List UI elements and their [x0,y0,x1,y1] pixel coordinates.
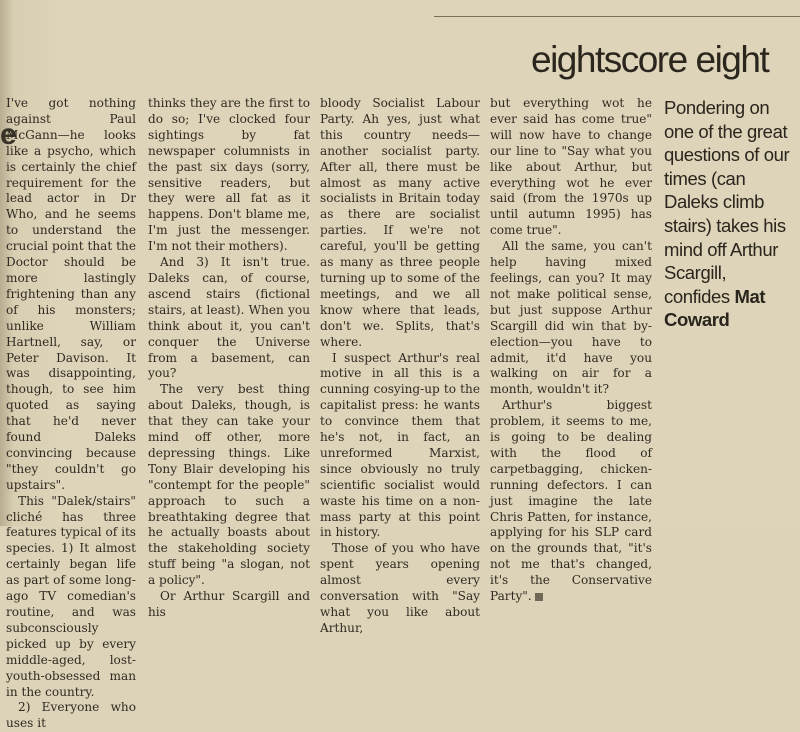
standfirst [664,96,790,332]
paragraph: thinks they are the first to do so; I've clocked four sightings by fat newspaper columnists in the past six days (sorry, sensitive readers, but they were all fat as it happens. Don't blame me, I'm just the messenger. I'm not their mothers). [148,96,310,254]
section-title: eightscore eight [531,38,769,80]
paragraph [490,398,652,605]
article-column-1 [6,96,136,732]
article-column-2 [148,96,310,621]
paragraph: 2) Everyone who uses it [6,700,136,731]
paragraph: I've got nothing against Paul McGann—he looks like a psycho, which is certainly the chief requirement for the lead actor in Dr Who, and he seems to understand the crucial point that the Doctor should be more lastingly frightening than any of his monsters; unlike William Hartnell, say, or Peter Davison. It was disappointing, though, to see him quoted as saying that he'd never found Daleks convincing because "they couldn't go upstairs". [6,96,136,492]
article-column-3 [320,96,480,637]
paragraph: Those of you who have spent years opening almost every conversation with "Say what you like about Arthur, [320,541,480,635]
header-rule [434,16,800,17]
paragraph: All the same, you can't help having mixed feelings, can you? It may not make political sense, but just suppose Arthur Scargill did win that by-election—you have to admit, it'd have you walking on air for a month, wouldn't it? [490,239,652,397]
paragraph-text: Arthur's biggest problem, it seems to me, is going to be dealing with the flood of carpetbagging, chicken-running defectors. I can just imagine the late Chris Patten, for instance, applying for his SLP card on the grounds that, "it's not me that's changed, it's the Conservative Party". [490,398,652,604]
paragraph: This "Dalek/stairs" cliché has three features typical of its species. 1) It almost certainly began life as part of some long-ago TV comedian's routine, and was subconsciously picked up by every middle-aged, lost-youth-obsessed man in the country. [6,493,137,699]
gutter-letter: e [0,118,17,151]
standfirst-text: Pondering on one of the great questions of our times (can Daleks climb stairs) takes his mind off Arthur Scargill, confides [664,97,790,307]
paragraph: bloody Socialist Labour Party. Ah yes, just what this country needs—another socialist party. After all, there must be almost as many active socialists in Britain today as there are socialist parties. If we're not careful, you'll be getting as many as three people turning up to some of the meetings, and we all know where that leads, don't we. Splits, that's where. [320,96,480,349]
paragraph: The very best thing about Daleks, though, is that they can take your mind off other, more depressing things. Like Tony Blair developing his "contempt for the people" approach to such a breathtaking degree that he actually boasts about the stakeholding society stuff being "a slogan, not a policy". [148,382,310,588]
author-byline: Mat Coward [664,285,766,331]
paragraph: I suspect Arthur's real motive in all this is a cunning cosying-up to the capitalist press: he wants to convince them that he's not, in fact, an unreformed Marxist, since obviously no truly scientific socialist would waste his time on a non-mass party at this point in history. [320,350,480,540]
article-column-4 [490,96,652,605]
paragraph: but everything wot he ever said has come true" will now have to change our line to "Say what you like about Arthur, but everything wot he ever said (from the 1970s up until autumn 1995) has come true". [490,96,652,238]
paragraph: Or Arthur Scargill and his [148,589,310,619]
paragraph: And 3) It isn't true. Daleks can, of course, ascend stairs (fictional stairs, at least). When you think about it, you can't conquer the Universe from a basement, can you? [148,255,310,381]
end-of-article-square [535,593,543,601]
